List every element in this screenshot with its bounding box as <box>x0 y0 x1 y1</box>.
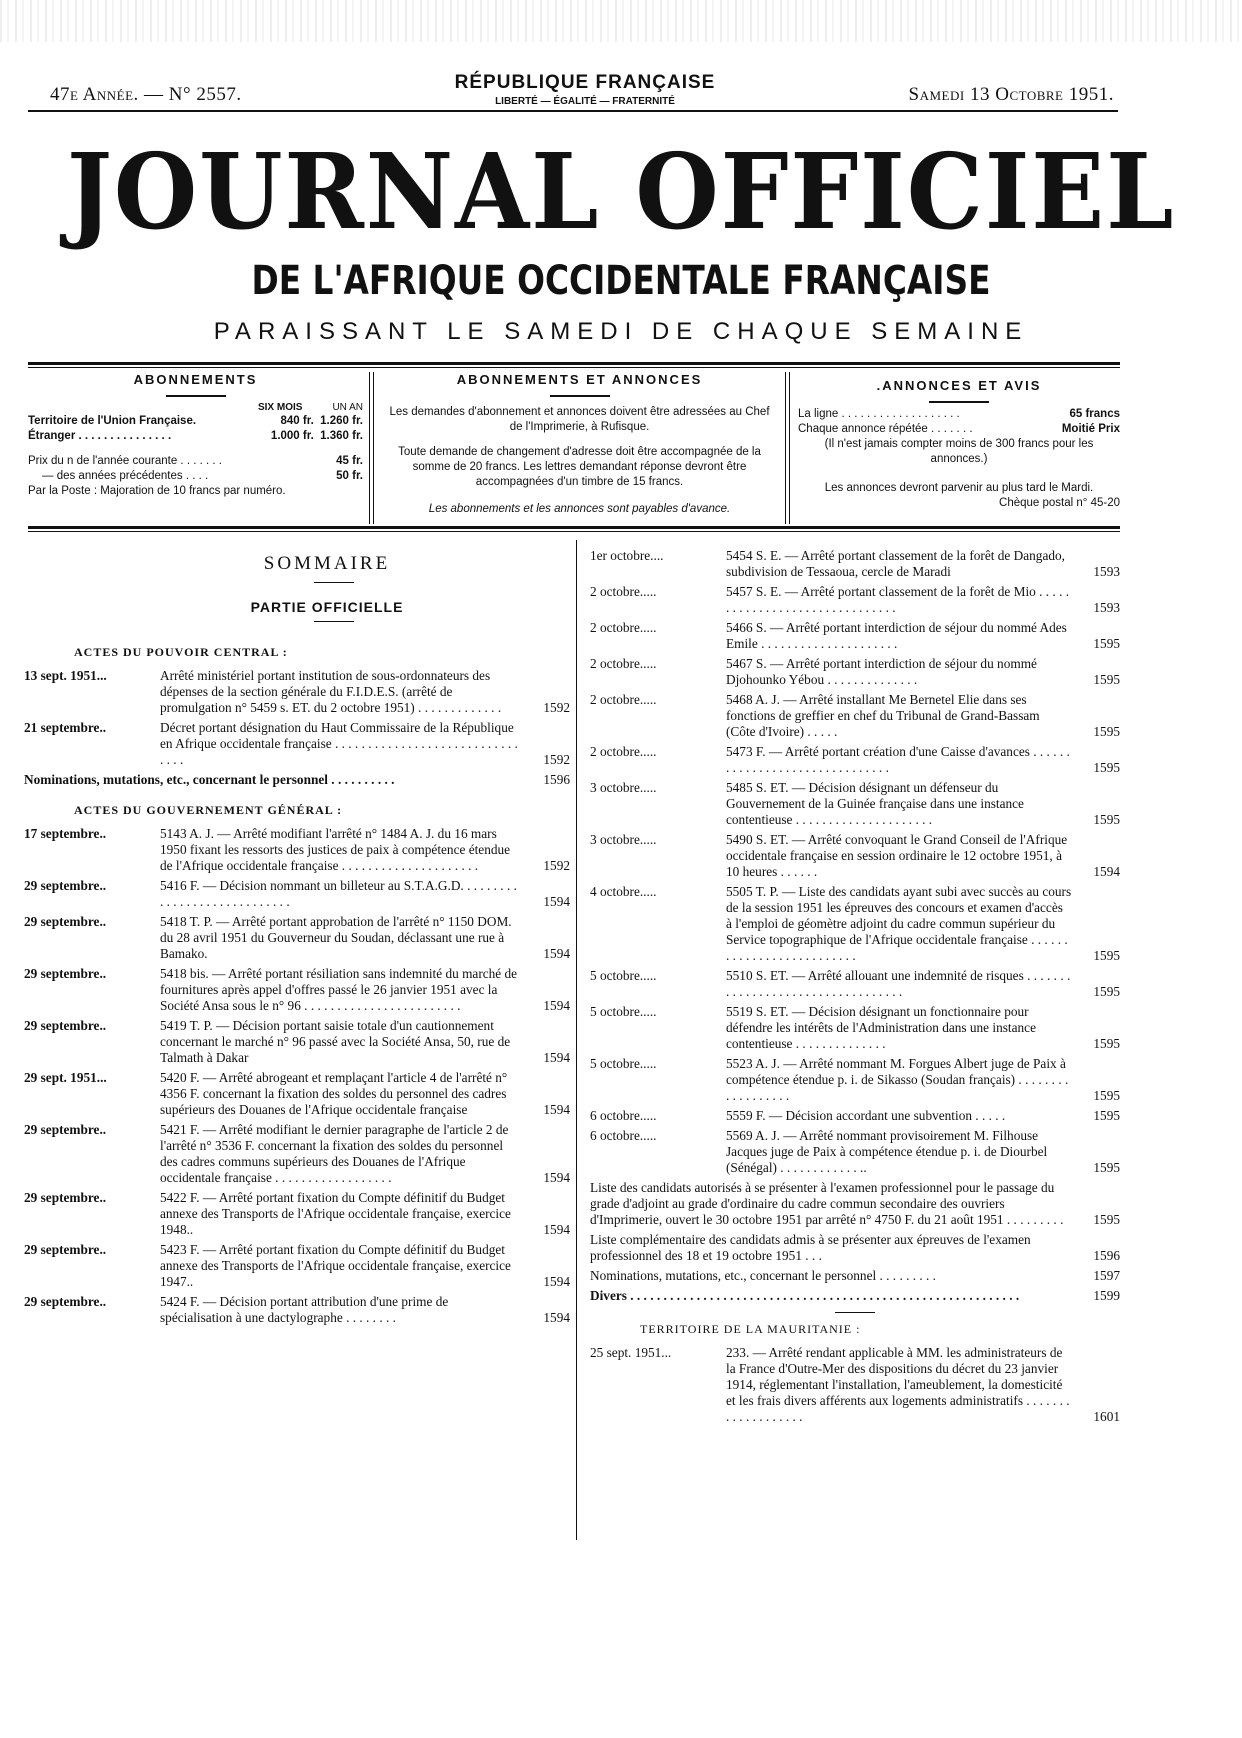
entry-date: 3 octobre..... <box>590 832 657 847</box>
entry-page: 1599 <box>1093 1288 1120 1303</box>
entry-text: Liste complémentaire des candidats admis à se présenter aux épreuves de l'examen professionnel des 18 et 19 octobre 1951 . . . <box>590 1232 1031 1263</box>
entry-text: 5418 bis. — Arrêté portant résiliation sans indemnité du marché de fournitures après appel d'offres passé le 26 janvier 1951 avec la Société Ansa sous le n° 96 . . . . . . . . . . . . . . . . . . . . . . . . <box>160 966 518 1013</box>
partie-officielle: PARTIE OFFICIELLE <box>250 599 404 615</box>
ligne-row <box>798 407 1120 422</box>
prix-value: 50 fr. <box>336 469 363 482</box>
sommaire-entry <box>24 878 570 910</box>
sommaire-entry <box>590 1268 1120 1284</box>
header-rule <box>28 110 1118 112</box>
entry-date: 29 septembre.. <box>24 914 107 929</box>
poste-note: Par la Poste : Majoration de 10 francs par numéro. <box>28 484 286 497</box>
sommaire-entry <box>590 832 1120 880</box>
abon-annonces-title: ABONNEMENTS ET ANNONCES <box>456 372 703 387</box>
sommaire-entry <box>590 692 1120 740</box>
entry-page: 1592 <box>543 858 570 873</box>
journal-title: JOURNAL OFFICIEL <box>66 130 1176 253</box>
entry-text: 5473 F. — Arrêté portant création d'une Caisse d'avances . . . . . . . . . . . . . . . . . . . . . . . . . . . . . . . <box>726 744 1070 775</box>
entry-page: 1595 <box>1093 760 1120 775</box>
entry-text: Divers . . . . . . . . . . . . . . . . . . . . . . . . . . . . . . . . . . . . . . . . . . . . . . . . . . . . . . . . . . . <box>590 1288 1020 1303</box>
annonces-mardi: Les annonces devront parvenir au plus tard le Mardi. <box>824 481 1094 494</box>
sommaire-entry <box>590 620 1120 652</box>
entry-page: 1595 <box>1093 1036 1120 1051</box>
entry-page: 1595 <box>1093 724 1120 739</box>
entry-date: 4 octobre..... <box>590 884 657 899</box>
entry-date: 21 septembre.. <box>24 720 107 735</box>
abonnements-box <box>28 372 363 499</box>
box-divider <box>785 372 790 524</box>
annonces-avis-title: .ANNONCES ET AVIS <box>876 378 1042 393</box>
sommaire-entry <box>24 826 570 874</box>
section-mauritanie: TERRITOIRE DE LA MAURITANIE : <box>640 1322 861 1336</box>
entry-page: 1593 <box>1093 600 1120 615</box>
entry-text: 5419 T. P. — Décision portant saisie totale d'un cautionnement concernant le marché n° 96 passé avec la Société Ansa, 50, rue de Talmath à Dakar <box>160 1018 511 1065</box>
row-an: 1.360 fr. <box>320 429 363 442</box>
entry-page: 1594 <box>543 894 570 909</box>
entry-date: 29 septembre.. <box>24 1018 107 1033</box>
sommaire-entry <box>24 720 570 768</box>
entry-date: 2 octobre..... <box>590 744 657 759</box>
entry-text: 5519 S. ET. — Décision désignant un fonctionnaire pour défendre les intérêts de l'Administration dans une instance contentieuse . . . . . . . . . . . . . . <box>726 1004 1036 1051</box>
entry-page: 1595 <box>1093 1160 1120 1175</box>
abon-annonces-p3: Les abonnements et les annonces sont payables d'avance. <box>428 502 731 515</box>
box-top-rule <box>28 362 1120 365</box>
republique-header <box>420 72 750 107</box>
col-un-an: UN AN <box>332 401 363 413</box>
entry-date: 5 octobre..... <box>590 1004 657 1019</box>
entry-date: 29 septembre.. <box>24 966 107 981</box>
sommaire-entry <box>590 780 1120 828</box>
entry-text: 5423 F. — Arrêté portant fixation du Compte définitif du Budget annexe des Transports de l'Afrique occidentale française, exercice 1947.. <box>160 1242 511 1289</box>
entry-text: 5418 T. P. — Arrêté portant approbation de l'arrêté n° 1150 DOM. du 28 avril 1951 du Gouverneur du Soudan, déclassant une rue à Bamako. <box>160 914 512 961</box>
sommaire-entry <box>24 668 570 716</box>
annonces-note: (Il n'est jamais compter moins de 300 francs pour les annonces.) <box>824 437 1094 465</box>
sommaire-entry <box>24 1190 570 1238</box>
box-bottom-rule <box>28 526 1120 529</box>
sommaire-entry <box>590 584 1120 616</box>
divider <box>550 395 610 397</box>
sommaire-entry <box>590 1288 1120 1304</box>
entry-page: 1595 <box>1093 1088 1120 1103</box>
entry-text: 5559 F. — Décision accordant une subvention . . . . . <box>726 1108 1006 1123</box>
sommaire-entry <box>590 1056 1120 1104</box>
abonnement-row <box>28 429 363 444</box>
entry-date: 2 octobre..... <box>590 656 657 671</box>
entry-page: 1595 <box>1093 984 1120 999</box>
repetee-label: Chaque annonce répétée . . . . . . . <box>798 422 973 435</box>
entry-date: 29 septembre.. <box>24 1190 107 1205</box>
prix-precedentes-row <box>28 469 363 484</box>
sommaire-right-column <box>590 548 1120 1429</box>
abonnement-row <box>28 414 363 429</box>
entry-date: 25 sept. 1951... <box>590 1345 672 1360</box>
issue-number: 47e Année. — N° 2557. <box>50 84 242 105</box>
entry-page: 1597 <box>1093 1268 1120 1283</box>
entry-date: 2 octobre..... <box>590 620 657 635</box>
entry-page: 1594 <box>543 1310 570 1325</box>
entry-text: 5485 S. ET. — Décision désignant un défenseur du Gouvernement de la Guinée française dans une instance contentieuse . . . . . . . . . . . . . . . . . . . . . <box>726 780 1024 827</box>
sommaire-entry <box>24 1070 570 1118</box>
entry-page: 1595 <box>1093 672 1120 687</box>
divider <box>314 621 354 622</box>
entry-text: 5468 A. J. — Arrêté installant Me Bernetel Elie dans ses fonctions de greffier en chef du Tribunal de Grand-Bassam (Côte d'Ivoire) . . . . . <box>726 692 1040 739</box>
entry-text: 5569 A. J. — Arrêté nommant provisoirement M. Filhouse Jacques juge de Paix à compétence étendue p. i. de Diourbel (Sénégal) . . . . . . . . . . . . .. <box>726 1128 1048 1175</box>
sommaire-entry <box>24 914 570 962</box>
entry-page: 1593 <box>1093 564 1120 579</box>
divider <box>166 395 226 397</box>
issue-date: Samedi 13 Octobre 1951. <box>908 84 1114 105</box>
entry-text: Nominations, mutations, etc., concernant le personnel . . . . . . . . . <box>590 1268 937 1283</box>
divider <box>929 401 989 403</box>
entry-page: 1594 <box>543 1170 570 1185</box>
sommaire-entry <box>590 884 1120 964</box>
entry-page: 1592 <box>543 700 570 715</box>
entry-date: 2 octobre..... <box>590 584 657 599</box>
entry-text: 5422 F. — Arrêté portant fixation du Compte définitif du Budget annexe des Transports de l'Afrique occidentale française, exercice 1948.. <box>160 1190 511 1237</box>
ligne-prix: 65 francs <box>1069 407 1120 420</box>
entry-page: 1594 <box>543 946 570 961</box>
abon-annonces-p1: Les demandes d'abonnement et annonces doivent être adressées au Chef de l'Imprimerie, à Rufisque. <box>389 405 770 433</box>
sommaire-entry <box>590 1004 1120 1052</box>
prix-label: Prix du n de l'année courante . . . . . . . <box>28 454 222 467</box>
entry-date: 2 octobre..... <box>590 692 657 707</box>
scan-noise <box>0 0 1242 42</box>
entry-text: 5523 A. J. — Arrêté nommant M. Forgues Albert juge de Paix à compétence étendue p. i. de Sikasso (Soudan français) . . . . . . . . . . . . . . . . . . <box>726 1056 1069 1103</box>
sommaire-entry <box>24 1122 570 1186</box>
box-divider <box>369 372 374 524</box>
entry-page: 1594 <box>543 1050 570 1065</box>
entry-text: 233. — Arrêté rendant applicable à MM. les administrateurs de la France d'Outre-Mer des dispositions du décret du 23 janvier 1914, réglementant l'installation, l'ameublement, la domesticité et les frais divers afférents aux logements administratifs . . . . . . . . . . . . . . . . . . . <box>726 1345 1070 1424</box>
entry-date: 1er octobre.... <box>590 548 664 563</box>
entry-text: 5505 T. P. — Liste des candidats ayant subi avec succès au cours de la session 1951 les épreuves des concours et examen d'accès à l'emploi de géomètre adjoint du cadre commun supérieur du Service topographique de l'Afrique occidentale française . . . . . . . . . . . . . . . . . . . . . . . . . . <box>726 884 1072 963</box>
entry-page: 1594 <box>543 1274 570 1289</box>
repetee-prix: Moitié Prix <box>1061 422 1120 435</box>
sommaire-title: SOMMAIRE <box>263 553 391 574</box>
entry-page: 1595 <box>1093 1108 1120 1123</box>
entry-date: 6 octobre..... <box>590 1128 657 1143</box>
entry-date: 5 octobre..... <box>590 1056 657 1071</box>
entry-page: 1595 <box>1093 636 1120 651</box>
entry-page: 1596 <box>1093 1248 1120 1263</box>
sommaire-entry <box>24 1018 570 1066</box>
entry-page: 1592 <box>543 752 570 767</box>
sommaire-entry <box>590 744 1120 776</box>
divider <box>835 1312 875 1313</box>
entry-text: 5454 S. E. — Arrêté portant classement de la forêt de Dangado, subdivision de Tessaoua, cercle de Maradi <box>726 548 1065 579</box>
republique-title: RÉPUBLIQUE FRANÇAISE <box>454 72 716 93</box>
entry-page: 1595 <box>1093 812 1120 827</box>
abonnements-header-row <box>28 401 363 414</box>
right-entries <box>590 548 1120 1176</box>
parution-line: PARAISSANT LE SAMEDI DE CHAQUE SEMAINE <box>213 318 1029 345</box>
prix-label: — des années précédentes . . . . <box>42 469 209 482</box>
box-top-rule-thin <box>28 367 1120 368</box>
entry-text: 5416 F. — Décision nommant un billeteur au S.T.A.G.D. . . . . . . . . . . . . . . . . . . . . . . . . . . . . <box>160 878 517 909</box>
right-lists <box>590 1180 1120 1304</box>
sommaire-entry <box>590 968 1120 1000</box>
sommaire-entry <box>24 772 570 788</box>
entry-text: Arrêté ministériel portant institution de sous-ordonnateurs des dépenses de la section générale du F.I.D.E.S. (arrêté de promulgation n° 5459 s. ET. du 2 octobre 1951) . . . . . . . . . . . . . <box>160 668 502 715</box>
box-bottom-rule-thin <box>28 531 1120 532</box>
sommaire-entry <box>590 1108 1120 1124</box>
entry-date: 17 septembre.. <box>24 826 107 841</box>
sommaire-entry <box>590 1232 1120 1264</box>
section-pouvoir-central: ACTES DU POUVOIR CENTRAL : <box>74 645 288 659</box>
entry-page: 1596 <box>543 772 570 787</box>
entry-date: 3 octobre..... <box>590 780 657 795</box>
prix-value: 45 fr. <box>336 454 363 467</box>
entry-text: 5467 S. — Arrêté portant interdiction de séjour du nommé Djohounko Yébou . . . . . . . . . . . . . . <box>726 656 1037 687</box>
sommaire-entry <box>590 1345 1120 1425</box>
entry-date: 6 octobre..... <box>590 1108 657 1123</box>
entry-date: 29 septembre.. <box>24 1242 107 1257</box>
sommaire-entry <box>24 966 570 1014</box>
entry-text: 5510 S. ET. — Arrêté allouant une indemnité de risques . . . . . . . . . . . . . . . . . . . . . . . . . . . . . . . . . . <box>726 968 1071 999</box>
entry-text: 5420 F. — Arrêté abrogeant et remplaçant l'article 4 de l'arrêté n° 4356 F. concernant la fixation des soldes du personnel des cadres supérieurs des Douanes de l'Afrique occidentale française <box>160 1070 508 1117</box>
entry-page: 1594 <box>543 998 570 1013</box>
entry-text: 5424 F. — Décision portant attribution d'une prime de spécialisation à une dactylographe . . . . . . . . <box>160 1294 449 1325</box>
entry-text: Décret portant désignation du Haut Commissaire de la République en Afrique occidentale française . . . . . . . . . . . . . . . . . . . . . . . . . . . . . . . . <box>160 720 518 767</box>
entry-date: 29 septembre.. <box>24 1294 107 1309</box>
row-label: Étranger . . . . . . . . . . . . . . . <box>28 429 172 442</box>
entry-text: 5421 F. — Arrêté modifiant le dernier paragraphe de l'article 2 de l'arrêté n° 3536 F. concernant la fixation des soldes du personnel des cadres communs supérieurs des Douanes de l'Afrique occidentale française . . . . . . . . . . . . . . . . . . <box>160 1122 509 1185</box>
entry-text: 5457 S. E. — Arrêté portant classement de la forêt de Mio . . . . . . . . . . . . . . . . . . . . . . . . . . . . . . . <box>726 584 1070 615</box>
annonces-avis-box <box>798 372 1120 511</box>
entry-date: 29 sept. 1951... <box>24 1070 107 1085</box>
cheque-postal: Chèque postal n° 45-20 <box>999 496 1120 509</box>
entry-page: 1594 <box>1093 864 1120 879</box>
sommaire-left-column <box>24 553 570 1330</box>
entry-page: 1595 <box>1093 1212 1120 1227</box>
entry-page: 1601 <box>1093 1409 1120 1424</box>
entry-text: 5143 A. J. — Arrêté modifiant l'arrêté n° 1484 A. J. du 16 mars 1950 fixant les ressorts des justices de paix à compétence étendue de l'Afrique occidentale française . . . . . . . . . . . . . . . . . . . . . <box>160 826 511 873</box>
repetee-row <box>798 422 1120 437</box>
journal-subtitle: DE L'AFRIQUE OCCIDENTALE FRANÇAISE <box>251 258 991 304</box>
devise: LIBERTÉ — ÉGALITÉ — FRATERNITÉ <box>495 96 675 107</box>
entry-date: 13 sept. 1951... <box>24 668 107 683</box>
abonnements-annonces-box <box>382 372 777 517</box>
entry-date: 29 septembre.. <box>24 878 107 893</box>
entry-text: Nominations, mutations, etc., concernant le personnel . . . . . . . . . . <box>24 772 395 787</box>
abonnements-title: ABONNEMENTS <box>133 372 258 387</box>
sommaire-entry <box>24 1242 570 1290</box>
entry-page: 1594 <box>543 1222 570 1237</box>
prix-courante-row <box>28 454 363 469</box>
entry-text: 5466 S. — Arrêté portant interdiction de séjour du nommé Ades Emile . . . . . . . . . . . . . . . . . . . . . <box>726 620 1067 651</box>
entry-date: 5 octobre..... <box>590 968 657 983</box>
abon-annonces-p2: Toute demande de changement d'adresse doit être accompagnée de la somme de 20 francs. Les lettres demandant réponse devront être accompagnées d'un timbre de 15 francs. <box>398 445 761 488</box>
sommaire-entry <box>590 1180 1120 1228</box>
section-gouvernement-general: ACTES DU GOUVERNEMENT GÉNÉRAL : <box>74 803 343 817</box>
sommaire-entry <box>590 548 1120 580</box>
gouvernement-entries <box>24 826 570 1326</box>
sommaire-entry <box>24 1294 570 1326</box>
column-divider <box>576 540 577 1540</box>
row-an: 1.260 fr. <box>320 414 363 427</box>
row-six: 840 fr. <box>280 414 314 427</box>
entry-text: 5490 S. ET. — Arrêté convoquant le Grand Conseil de l'Afrique occidentale française en session ordinaire le 12 octobre 1951, à 10 heures . . . . . . <box>726 832 1068 879</box>
entry-date: 29 septembre.. <box>24 1122 107 1137</box>
col-six-mois: SIX MOIS <box>257 401 303 413</box>
sommaire-entry <box>590 1128 1120 1176</box>
entry-text: Liste des candidats autorisés à se présenter à l'examen professionnel pour le passage du grade d'adjoint au grade d'ordinaire du cadre commun secondaire des ouvriers d'Imprimerie, ouvert le 30 octobre 1951 par arrêté n° 4750 F. du 21 août 1951 . . . . . . . . . <box>590 1180 1064 1227</box>
ligne-label: La ligne . . . . . . . . . . . . . . . . . . . <box>798 407 960 420</box>
divider <box>314 582 354 583</box>
sommaire-entry <box>590 656 1120 688</box>
row-label: Territoire de l'Union Française. <box>28 414 197 427</box>
entry-page: 1594 <box>543 1102 570 1117</box>
row-six: 1.000 fr. <box>270 429 314 442</box>
entry-page: 1595 <box>1093 948 1120 963</box>
